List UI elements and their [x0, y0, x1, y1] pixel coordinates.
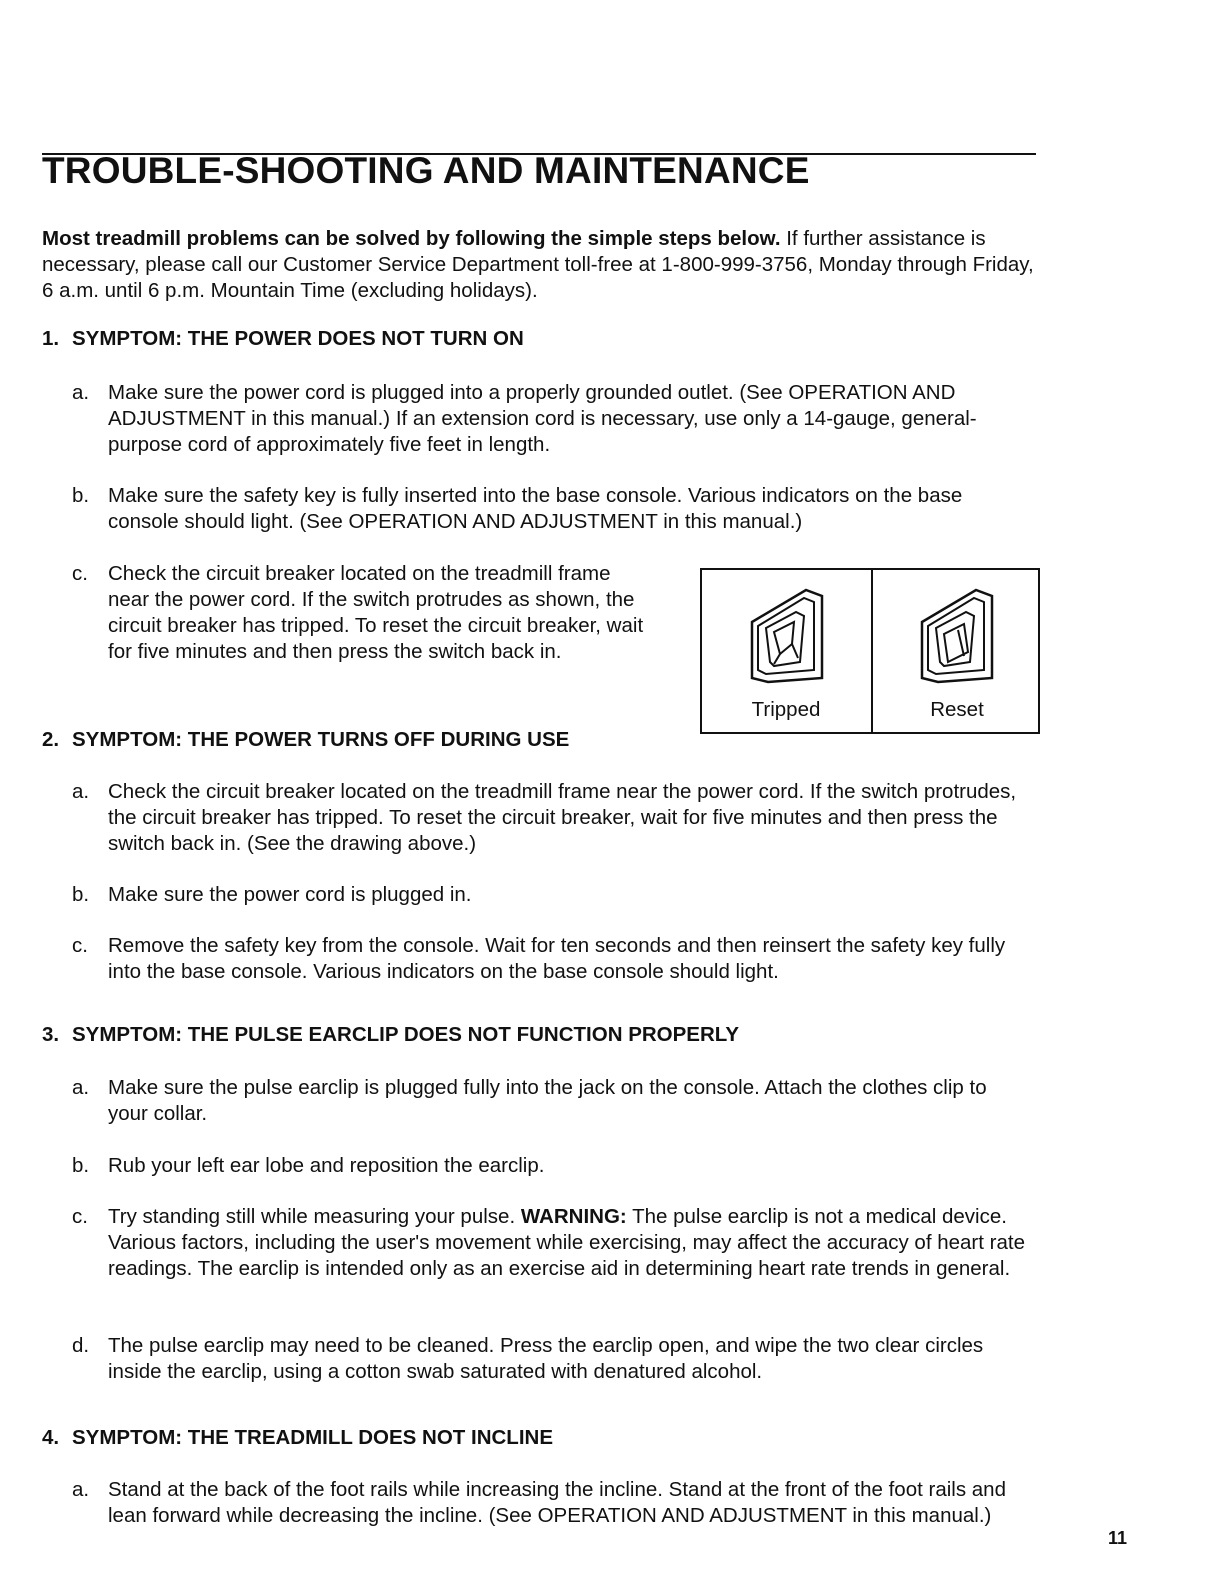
symptom-3-item-d	[72, 1333, 1032, 1385]
intro-bold-text: Most treadmill problems can be solved by following the simple steps below.	[42, 227, 781, 250]
item-text	[108, 1204, 1032, 1282]
symptom-3-item-b	[72, 1153, 1032, 1179]
item-letter: c.	[72, 1205, 88, 1228]
intro-rest-text: If further assistance is necessary, please call our Customer Service Department toll-free at 1-800-999-3756, Monday through Friday, 6 a.m. until 6 p.m. Mountain Time (excluding holidays).	[42, 227, 1034, 302]
reset-caption: Reset	[930, 698, 984, 721]
item-text: Make sure the pulse earclip is plugged fully into the jack on the console. Attach the clothes clip to your collar.	[108, 1076, 987, 1125]
symptom-4-item-a	[72, 1477, 1032, 1529]
item-letter: a.	[72, 780, 90, 803]
symptom-title: SYMPTOM: THE POWER TURNS OFF DURING USE	[72, 728, 570, 751]
item-text: Rub your left ear lobe and reposition the earclip.	[108, 1154, 545, 1177]
item-letter: a.	[72, 1478, 90, 1501]
warning-label: WARNING:	[520, 1205, 627, 1228]
symptom-3-item-a	[72, 1075, 1032, 1127]
item-letter: b.	[72, 1154, 90, 1177]
item-letter: a.	[72, 381, 90, 404]
reset-switch-icon	[914, 582, 1000, 692]
item-letter: c.	[72, 934, 88, 957]
page-number: 11	[1108, 1528, 1128, 1548]
symptom-title: SYMPTOM: THE PULSE EARCLIP DOES NOT FUNCTION PROPERLY	[72, 1023, 740, 1046]
symptom-4-heading	[42, 1425, 553, 1451]
item-text: Make sure the power cord is plugged in.	[108, 883, 472, 906]
symptom-2-item-a	[72, 779, 1032, 857]
item-text-after: The pulse earclip is not a medical device. Various factors, including the user's movement while exercising, may affect the accuracy of heart rate readings. The earclip is intended only as an exercise aid in determining heart rate trends in general.	[108, 1205, 1025, 1280]
symptom-2-heading	[42, 727, 569, 753]
intro-paragraph	[42, 226, 1042, 304]
symptom-title: SYMPTOM: THE TREADMILL DOES NOT INCLINE	[72, 1426, 553, 1449]
symptom-1-heading	[42, 326, 524, 352]
tripped-switch-icon	[744, 582, 830, 692]
symptom-number: 2.	[42, 728, 60, 751]
item-text: Stand at the back of the foot rails while increasing the incline. Stand at the front of the foot rails and lean forward while decreasing the incline. (See OPERATION AND ADJUSTMENT in this manual.)	[108, 1478, 1006, 1527]
tripped-caption: Tripped	[751, 698, 821, 721]
symptom-number: 1.	[42, 327, 60, 350]
item-text: Make sure the power cord is plugged into a properly grounded outlet. (See OPERATION AND ADJUSTMENT in this manual.) If an extension cord is necessary, use only a 14-gauge, general-purpose cord of approximately five feet in length.	[108, 381, 977, 456]
item-letter: a.	[72, 1076, 90, 1099]
page-title: TROUBLE-SHOOTING AND MAINTENANCE	[42, 150, 810, 191]
symptom-1-item-b	[72, 483, 1032, 535]
symptom-3-heading	[42, 1022, 739, 1048]
item-text: Check the circuit breaker located on the treadmill frame near the power cord. If the switch protrudes as shown, the circuit breaker has tripped. To reset the circuit breaker, wait for five minutes and then press the switch back in.	[108, 562, 644, 663]
circuit-breaker-figure	[700, 568, 1040, 734]
item-text: Remove the safety key from the console. Wait for ten seconds and then reinsert the safety key fully into the base console. Various indicators on the base console should light.	[108, 934, 1006, 983]
symptom-1-item-a	[72, 380, 1032, 458]
symptom-2-item-c	[72, 933, 1032, 985]
item-letter: b.	[72, 883, 90, 906]
symptom-title: SYMPTOM: THE POWER DOES NOT TURN ON	[72, 327, 524, 350]
symptom-number: 4.	[42, 1426, 60, 1449]
item-letter: d.	[72, 1334, 90, 1357]
item-text: Check the circuit breaker located on the treadmill frame near the power cord. If the switch protrudes, the circuit breaker has tripped. To reset the circuit breaker, wait for five minutes and then press the switch back in. (See the drawing above.)	[108, 780, 1017, 855]
item-letter: c.	[72, 562, 88, 585]
item-letter: b.	[72, 484, 90, 507]
item-text-before: Try standing still while measuring your pulse.	[108, 1205, 521, 1228]
symptom-2-item-b	[72, 882, 1032, 908]
symptom-1-item-c	[72, 561, 652, 665]
item-text: The pulse earclip may need to be cleaned. Press the earclip open, and wipe the two clear circles inside the earclip, using a cotton swab saturated with denatured alcohol.	[108, 1334, 984, 1383]
symptom-3-item-c	[72, 1204, 1032, 1282]
symptom-number: 3.	[42, 1023, 60, 1046]
item-text: Make sure the safety key is fully inserted into the base console. Various indicators on the base console should light. (See OPERATION AND ADJUSTMENT in this manual.)	[108, 484, 963, 533]
